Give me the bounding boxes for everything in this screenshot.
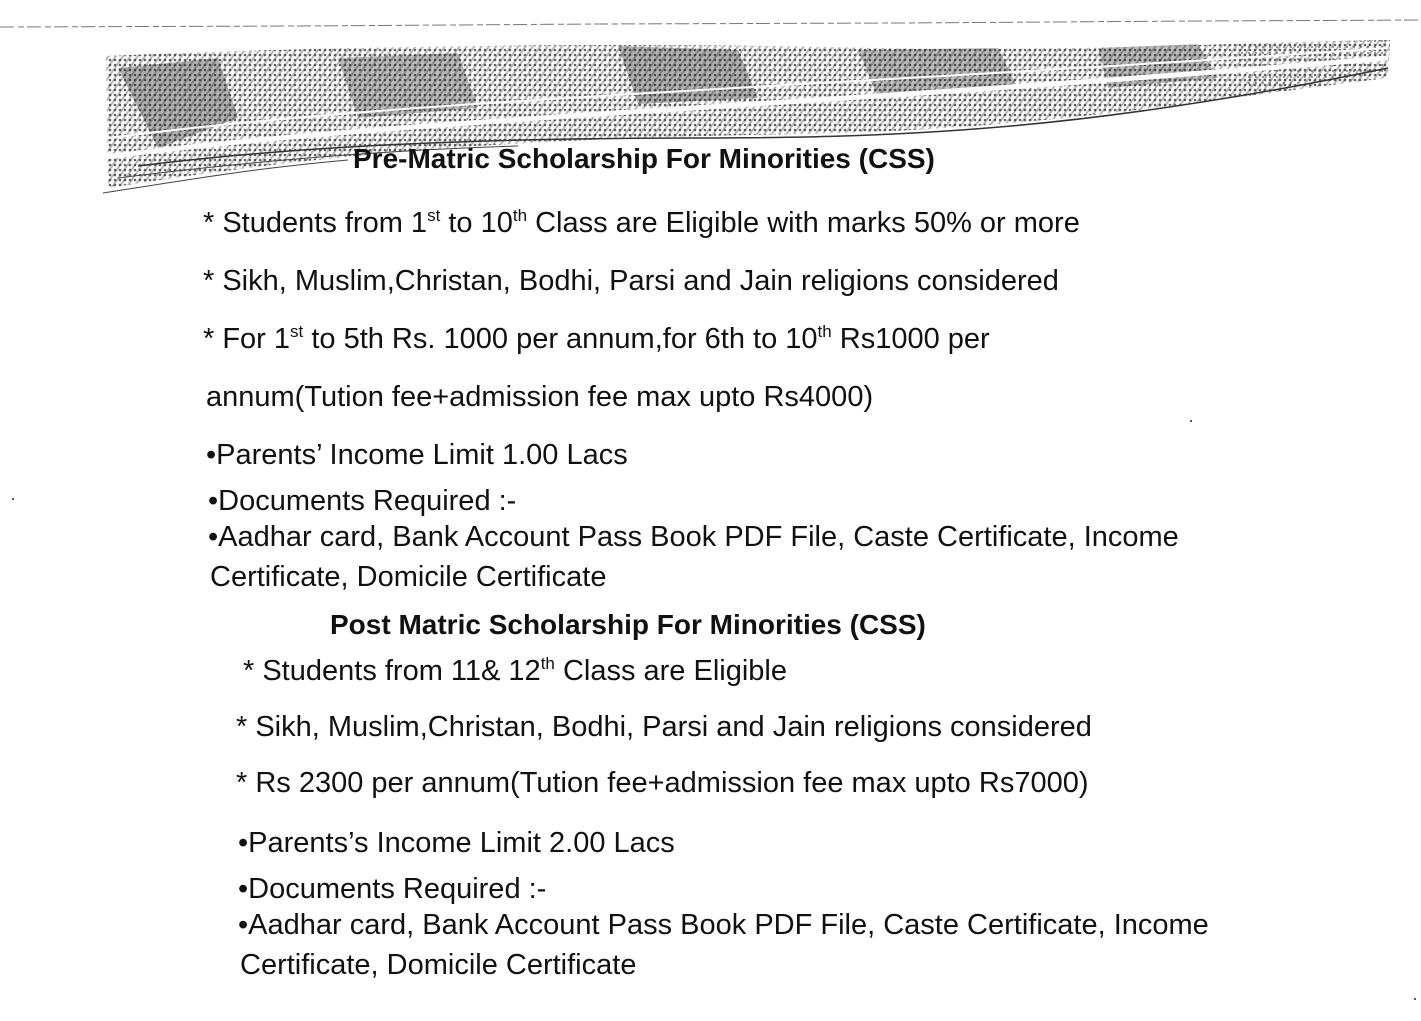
pre-matric-eligibility-sup2: th <box>512 206 528 225</box>
pre-matric-amount-b: to 5th Rs. 1000 per annum,for 6th to 10 <box>303 323 818 355</box>
post-matric-eligibility-sup: th <box>540 654 555 673</box>
post-matric-income-limit: •Parents’s Income Limit 2.00 Lacs <box>238 827 675 859</box>
pre-matric-docs-list: •Aadhar card, Bank Account Pass Book PDF File, Caste Certificate, Income <box>208 521 1179 553</box>
pre-matric-income-limit: •Parents’ Income Limit 1.00 Lacs <box>206 439 628 471</box>
pre-matric-docs-title: •Documents Required :- <box>208 485 517 517</box>
scan-edge-line <box>0 18 1421 32</box>
pre-matric-amount-sup2: th <box>817 322 832 341</box>
post-matric-amount: * Rs 2300 per annum(Tution fee+admission fee max upto Rs7000) <box>236 767 1089 799</box>
scan-speck <box>1414 998 1416 1000</box>
scan-speck <box>12 498 14 500</box>
post-matric-docs-list-cont: Certificate, Domicile Certificate <box>240 949 637 981</box>
pre-matric-eligibility-a: * Students from 1 <box>203 207 428 239</box>
post-matric-religions: * Sikh, Muslim,Christan, Bodhi, Parsi and Jain religions considered <box>236 711 1092 743</box>
pre-matric-amount-cont: annum(Tution fee+admission fee max upto Rs4000) <box>206 381 874 413</box>
post-matric-eligibility <box>243 654 787 688</box>
pre-matric-amount <box>203 322 990 356</box>
pre-matric-eligibility-c: Class are Eligible with marks 50% or more <box>527 207 1080 239</box>
pre-matric-docs-list-cont: Certificate, Domicile Certificate <box>210 561 607 593</box>
pre-matric-eligibility-b: to 10 <box>440 207 513 239</box>
pre-matric-amount-a: * For 1 <box>203 323 291 355</box>
pre-matric-amount-c: Rs1000 per <box>831 323 990 355</box>
post-matric-docs-title: •Documents Required :- <box>238 873 547 905</box>
post-matric-eligibility-a: * Students from 11& 12 <box>243 655 541 687</box>
scan-speck <box>1190 420 1192 422</box>
pre-matric-eligibility-sup1: st <box>427 206 441 225</box>
pre-matric-heading: Pre-Matric Scholarship For Minorities (CSS) <box>353 143 935 174</box>
post-matric-heading: Post Matric Scholarship For Minorities (CSS) <box>330 609 926 640</box>
post-matric-eligibility-b: Class are Eligible <box>554 655 787 687</box>
pre-matric-amount-sup1: st <box>290 322 304 341</box>
pre-matric-religions: * Sikh, Muslim,Christan, Bodhi, Parsi and Jain religions considered <box>203 265 1059 297</box>
pre-matric-eligibility <box>203 206 1080 240</box>
post-matric-docs-list: •Aadhar card, Bank Account Pass Book PDF File, Caste Certificate, Income <box>238 909 1209 941</box>
